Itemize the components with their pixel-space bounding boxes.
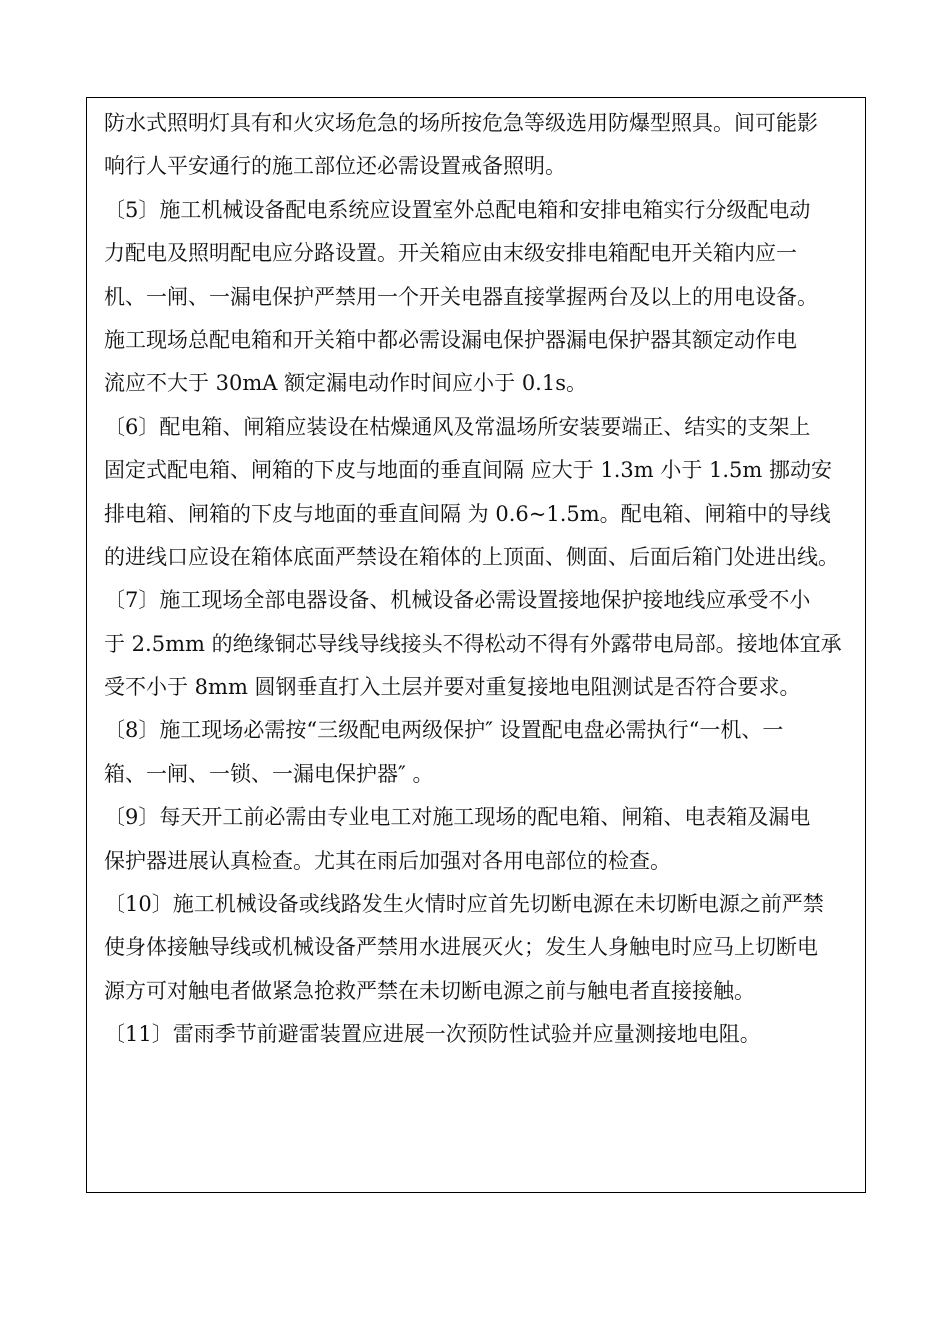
text-line: 〔11〕雷雨季节前避雷装置应进展一次预防性试验并应量测接地电阻。 — [104, 1022, 761, 1047]
text-line: 〔10〕施工机械设备或线路发生火情时应首先切断电源在未切断电源之前严禁 — [104, 892, 824, 917]
text-line: 〔5〕施工机械设备配电系统应设置室外总配电箱和安排电箱实行分级配电动 — [104, 197, 811, 222]
text-line: 源方可对触电者做紧急抢救严禁在未切断电源之前与触电者直接接触。 — [104, 978, 755, 1003]
text-line: 箱、一闸、一锁、一漏电保护器″ 。 — [104, 761, 434, 786]
document-body — [104, 102, 874, 1057]
text-line: 〔7〕施工现场全部电器设备、机械设备必需设置接地保护接地线应承受不小 — [104, 588, 811, 613]
text-line: 使身体接触导线或机械设备严禁用水进展灭火；发生人身触电时应马上切断电 — [104, 935, 818, 960]
text-line: 〔9〕每天开工前必需由专业电工对施工现场的配电箱、闸箱、电表箱及漏电 — [104, 805, 811, 830]
text-line: 保护器进展认真检查。尤其在雨后加强对各用电部位的检查。 — [104, 848, 671, 873]
text-line: 的进线口应设在箱体底面严禁设在箱体的上顶面、侧面、后面后箱门处进出线。 — [104, 544, 839, 569]
text-line: 受不小于 8mm 圆钢垂直打入土层并要对重复接地电阻测试是否符合要求。 — [104, 675, 801, 700]
text-line: 机、一闸、一漏电保护严禁用一个开关电器直接掌握两台及以上的用电设备。 — [104, 284, 818, 309]
text-line: 流应不大于 30mA 额定漏电动作时间应小于 0.1s。 — [104, 371, 587, 396]
text-line: 防水式照明灯具有和火灾场危急的场所按危急等级选用防爆型照具。间可能影 — [104, 111, 818, 135]
text-line: 固定式配电箱、闸箱的下皮与地面的垂直间隔 应大于 1.3m 小于 1.5m 挪动安 — [104, 458, 832, 483]
text-line: 排电箱、闸箱的下皮与地面的垂直间隔 为 0.6~1.5m。配电箱、闸箱中的导线 — [104, 501, 831, 526]
text-line: 施工现场总配电箱和开关箱中都必需设漏电保护器漏电保护器其额定动作电 — [104, 327, 797, 352]
text-line: 〔6〕配电箱、闸箱应装设在枯燥通风及常温场所安装要端正、结实的支架上 — [104, 414, 811, 439]
text-line: 响行人平安通行的施工部位还必需设置戒备照明。 — [104, 154, 566, 179]
text-line: 力配电及照明配电应分路设置。开关箱应由末级安排电箱配电开关箱内应一 — [104, 241, 797, 266]
text-line: 于 2.5mm 的绝缘铜芯导线导线接头不得松动不得有外露带电局部。接地体宜承 — [104, 631, 842, 656]
text-line: 〔8〕施工现场必需按“三级配电两级保护″ 设置配电盘必需执行“一机、一 — [104, 718, 784, 743]
